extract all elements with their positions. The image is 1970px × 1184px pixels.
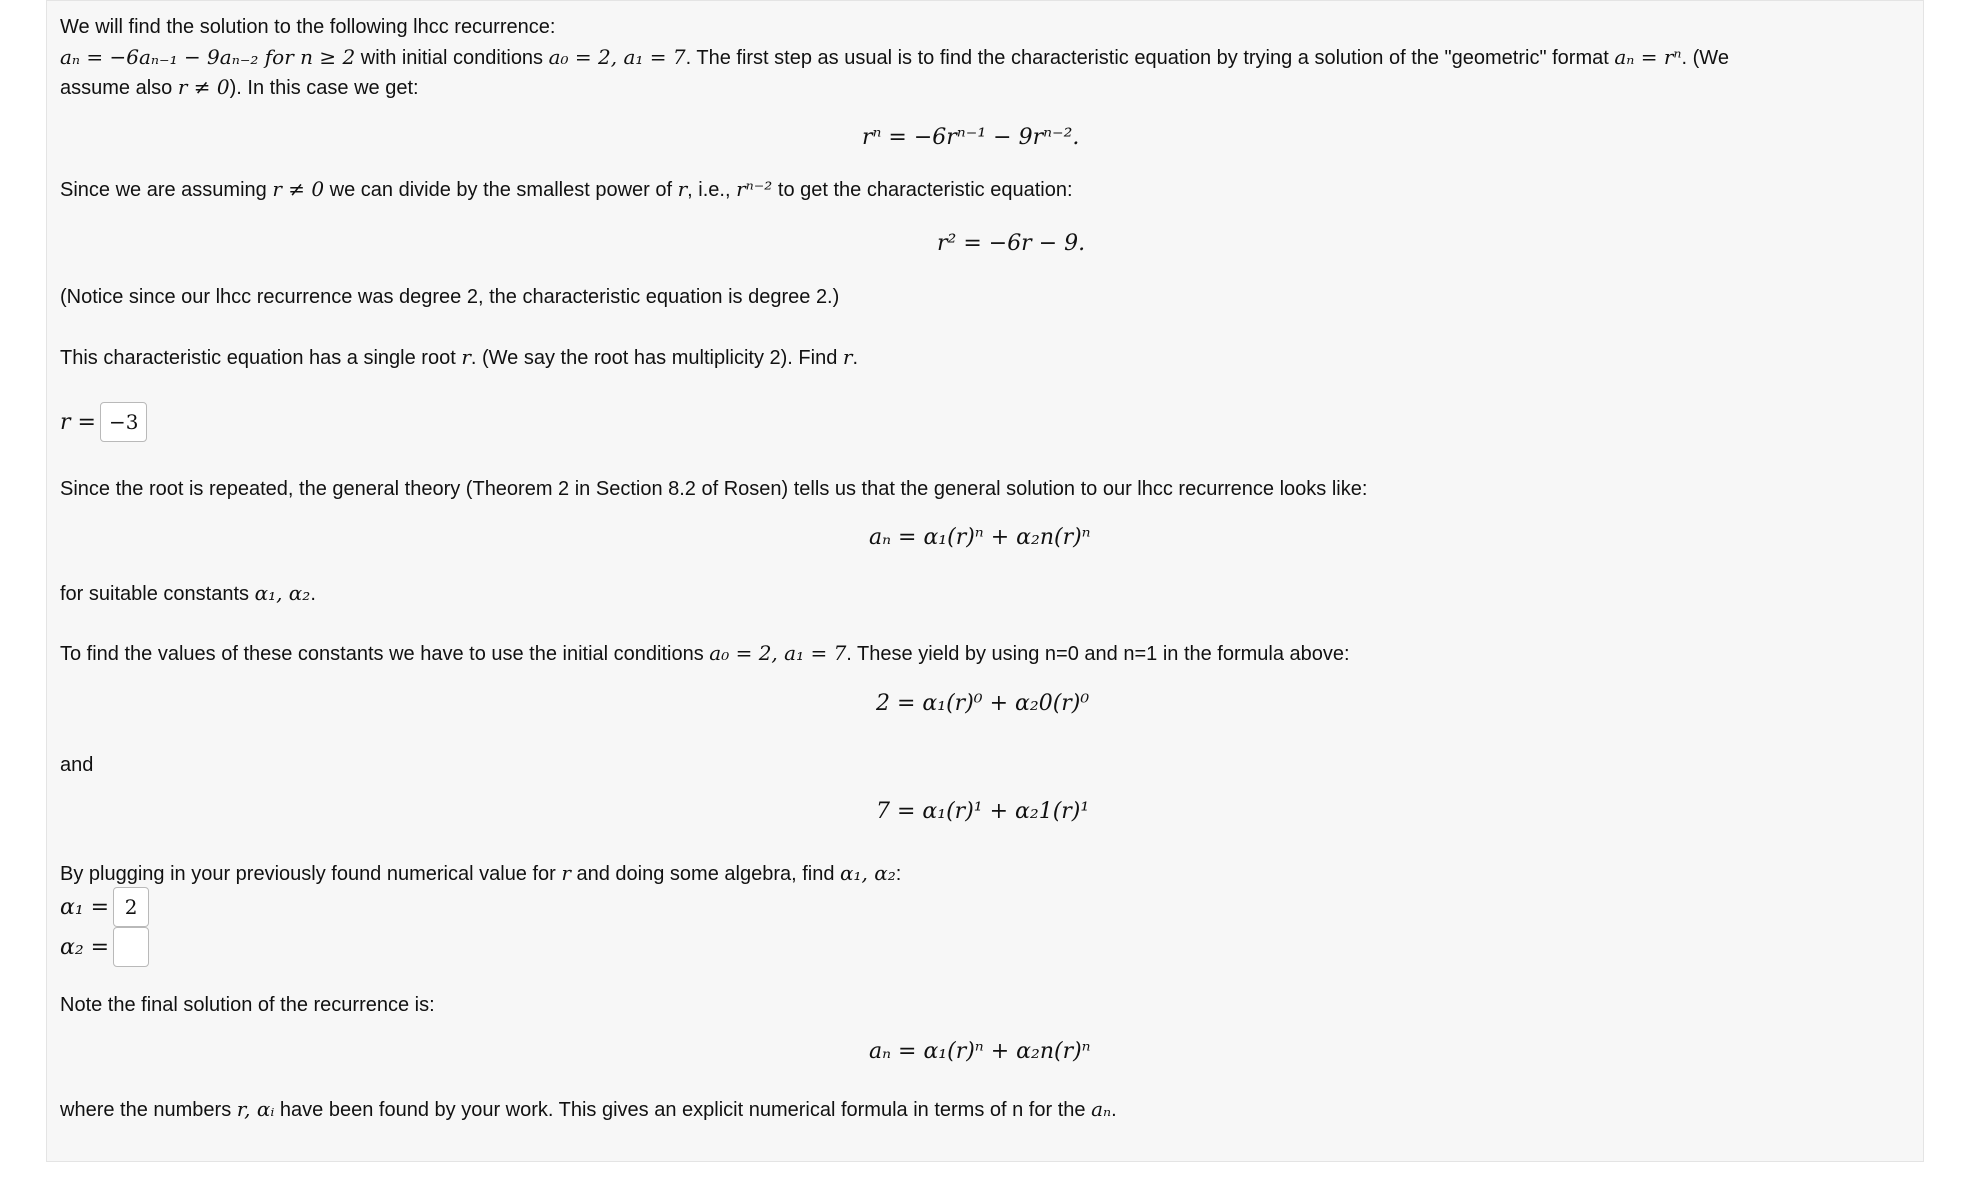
answer-alpha2-row — [60, 927, 149, 967]
note-text: Note the final solution of the recurrence is: — [60, 994, 435, 1016]
answer-r-label: r = — [60, 409, 96, 435]
answer-alpha2-label: α₂ = — [60, 934, 110, 960]
repeated-line — [60, 477, 1367, 501]
notice-text: (Notice since our lhcc recurrence was degree 2, the characteristic equation is degree 2.) — [60, 286, 840, 308]
equation-n1: 7 = α₁(r)¹ + α₂1(r)¹ — [876, 799, 1090, 824]
repeated-text: Since the root is repeated, the general theory (Theorem 2 in Section 8.2 of Rosen) tells us that the general solution to our lhcc recurrence looks like: — [60, 478, 1368, 500]
recurrence-text-1: with initial conditions — [355, 47, 549, 69]
answer-alpha2-input[interactable] — [113, 927, 149, 967]
equation-n0: 2 = α₁(r)⁰ + α₂0(r)⁰ — [876, 691, 1090, 716]
recurrence-line — [60, 45, 1729, 70]
divide-line — [60, 177, 1073, 202]
constants-line — [60, 581, 316, 606]
assume-line — [60, 75, 419, 100]
answer-alpha1-row — [60, 887, 149, 927]
constants-math: α₁, α₂ — [254, 581, 311, 605]
divide-text-3: , i.e., — [687, 179, 737, 201]
equation-rn: rⁿ = −6rⁿ⁻¹ − 9rⁿ⁻². — [862, 125, 1080, 150]
answer-alpha1-label: α₁ = — [60, 894, 110, 920]
find-values-math: a₀ = 2, a₁ = 7 — [709, 641, 847, 665]
constants-text-1: for suitable constants — [60, 583, 255, 605]
plug-text-2: and doing some algebra, find — [570, 863, 841, 885]
notice-line — [60, 285, 839, 309]
note-line — [60, 993, 435, 1017]
divide-math-3: rⁿ⁻² — [736, 177, 773, 201]
answer-r-input[interactable]: −3 — [100, 402, 147, 442]
plug-text-1: By plugging in your previously found numerical value for — [60, 863, 562, 885]
single-root-line — [60, 345, 858, 370]
find-values-line — [60, 641, 1350, 666]
initial-conditions-math: a₀ = 2, a₁ = 7 — [548, 45, 686, 69]
single-root-text-3: . — [852, 347, 858, 369]
single-root-text-2: . (We say the root has multiplicity 2). Find — [470, 347, 843, 369]
closing-math-1: r, αᵢ — [236, 1097, 275, 1121]
characteristic-equation: r² = −6r − 9. — [937, 231, 1086, 256]
divide-text-2: we can divide by the smallest power of — [324, 179, 678, 201]
intro-text: We will find the solution to the following lhcc recurrence: — [60, 16, 556, 38]
and-text: and — [60, 754, 94, 776]
plug-math-2: α₁, α₂ — [840, 861, 896, 885]
closing-line — [60, 1097, 1117, 1122]
assume-text-1: assume also — [60, 77, 178, 99]
single-root-text-1: This characteristic equation has a single root — [60, 347, 462, 369]
assume-math: r ≠ 0 — [177, 75, 230, 99]
closing-math-2: aₙ — [1091, 1097, 1112, 1121]
plug-text-3: : — [895, 863, 902, 885]
divide-math-1: r ≠ 0 — [272, 177, 325, 201]
answer-r-row — [60, 402, 147, 442]
intro-line — [60, 15, 555, 39]
geometric-form-math: aₙ = rⁿ — [1614, 45, 1682, 69]
recurrence-text-2: . The first step as usual is to find the characteristic equation by trying a solution of the "geometric" format — [685, 47, 1615, 69]
closing-text-3: . — [1111, 1099, 1117, 1121]
closing-text-2: have been found by your work. This gives an explicit numerical formula in terms of n for the — [274, 1099, 1092, 1121]
closing-text-1: where the numbers — [60, 1099, 237, 1121]
find-values-text-1: To find the values of these constants we have to use the initial conditions — [60, 643, 710, 665]
assume-text-2: ). In this case we get: — [229, 77, 419, 99]
single-root-math-1: r — [461, 345, 471, 369]
answer-alpha1-input[interactable]: 2 — [113, 887, 149, 927]
plug-line — [60, 861, 901, 886]
single-root-math-2: r — [842, 345, 853, 369]
problem-panel — [46, 0, 1924, 1162]
final-solution-equation: aₙ = α₁(r)ⁿ + α₂n(r)ⁿ — [869, 1039, 1091, 1064]
divide-text-1: Since we are assuming — [60, 179, 273, 201]
divide-text-4: to get the characteristic equation: — [772, 179, 1073, 201]
and-line — [60, 753, 93, 777]
general-solution-equation: aₙ = α₁(r)ⁿ + α₂n(r)ⁿ — [869, 525, 1091, 550]
find-values-text-2: . These yield by using n=0 and n=1 in the formula above: — [846, 643, 1350, 665]
plug-math-1: r — [561, 861, 571, 885]
constants-text-2: . — [310, 583, 316, 605]
recurrence-math: aₙ = −6aₙ₋₁ − 9aₙ₋₂ for n ≥ 2 — [60, 45, 356, 69]
recurrence-text-3: . (We — [1681, 47, 1729, 69]
divide-math-2: r — [677, 177, 688, 201]
